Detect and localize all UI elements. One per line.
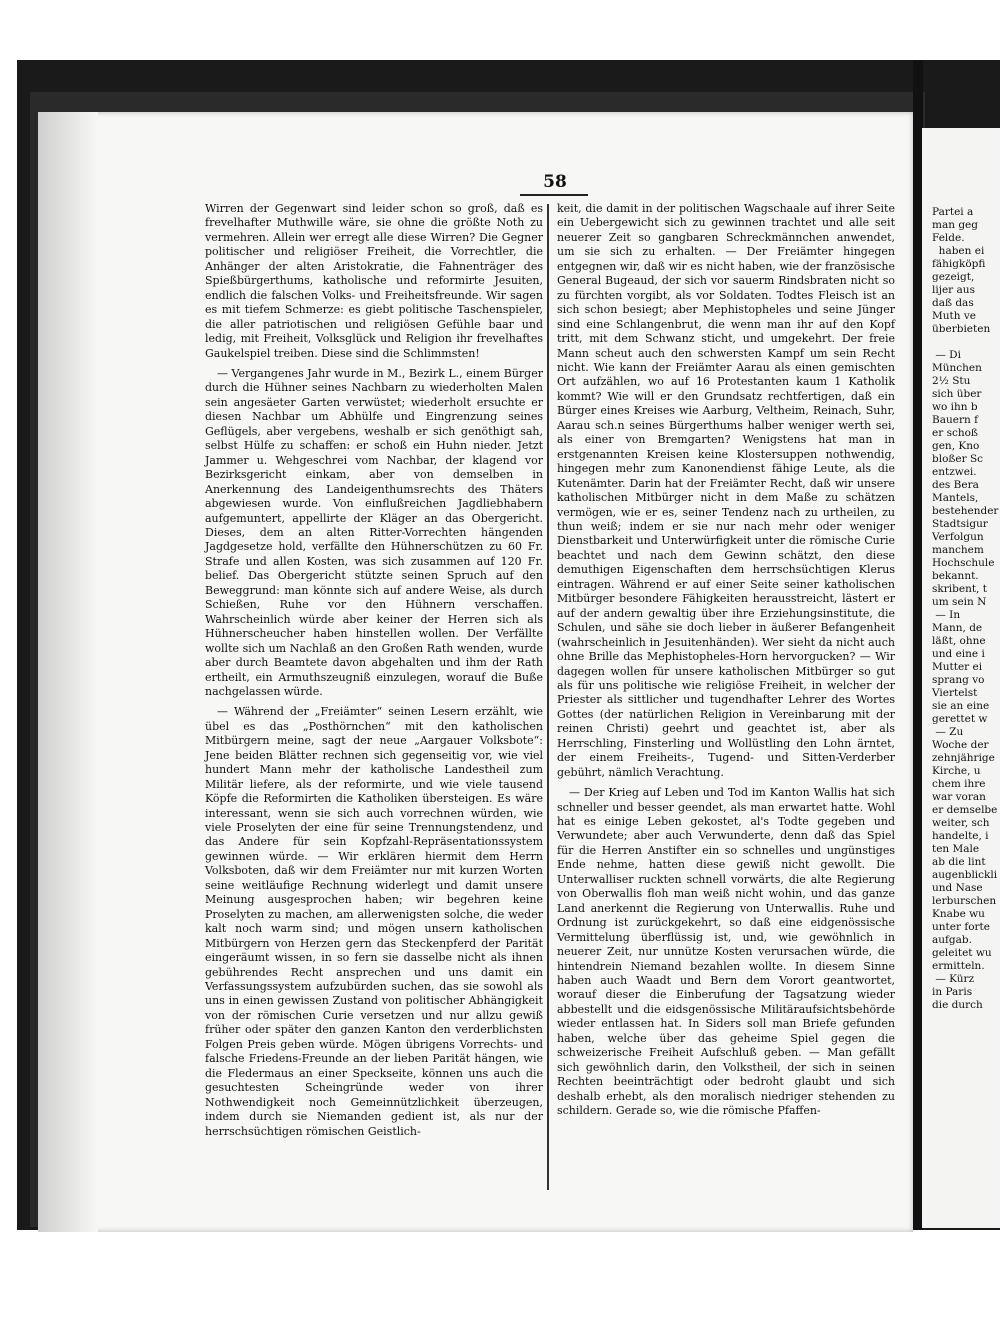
paragraph: Wirren der Gegenwart sind leider schon so groß, daß es frevelhafter Muthwille wäre, sie ohne die größte Noth zu vermehren. Allein wer erregt alle diese Wirren? Die Gegner politischer und religiöser Freiheit, die Vorrechtler, die Anhänger der alten Aristokratie, die Fahnenträger des Spießbürgerthums, katholische und reformirte Jesuiten, endlich die falschen Volks- und Freiheitsfreunde. Wir sagen es mit tiefem Schmerze: es giebt politische Taschenspieler, die aller patriotischen und religiösen Gefühle baar und ledig, mit Freiheit, Volksglück und Religion ihr frevelhaftes Gaukelspiel treiben. Diese sind die Schlimmsten! <box>205 202 543 360</box>
text-column-right <box>557 202 895 1202</box>
paragraph: — Während der „Freiämter“ seinen Lesern erzählt, wie übel es das „Posthörnchen“ mit den katholischen Mitbürgern meine, sagt der neue „Aargauer Volksbote“: Jene beiden Blätter rechnen sich gegenseitig vor, wie viel hundert Mann mehr der katholische Landestheil zum Militär liefere, als der reformirte, und wie viele tausend Köpfe die Reformirten die Katholiken übersteigen. Es wäre interessant, wenn sie sich auch vorrechnen würden, wie viele Proselyten der eine für seine Trennungstendenz, und das Andere für sein Kopfzahl-Repräsentationssystem gewinnen würde. — Wir erklären hiermit dem Herrn Volksboten, daß wir dem Freiämter nur mit kurzen Worten seine weitläufige Rechnung widerlegt und damit unsere Meinung ausgesprochen haben; wir begehren keine Proselyten zu machen, am allerwenigsten solche, die weder kalt noch warm sind; und mögen unsern katholischen Mitbürgern von Herzen gern das Steckenpferd der Parität eingeräumt wissen, in so fern sie dasselbe nicht als ihnen gebührendes Recht ansprechen und uns damit ein Verfassungssystem aufzubürden suchen, das sie sowohl als uns in einen gewissen Zustand von politischer Abhängigkeit von der römischen Curie versetzen und nur allzu gewiß früher oder später den ganzen Kanton den verderblichsten Folgen Preis geben würde. Mögen übrigens Vorrechts- und falsche Friedens-Freunde an der lieben Parität hängen, wie die Fledermaus an einer Speckseite, können uns auch die gesuchtesten Scheingründe weder von ihrer Nothwendigkeit noch Gemeinnützlichkeit überzeugen, indem durch sie Niemanden gedient ist, als nur der herrschsüchtigen römischen Geistlich- <box>205 705 543 1138</box>
text-column-left <box>205 202 543 1202</box>
paragraph: — Der Krieg auf Leben und Tod im Kanton Wallis hat sich schneller und besser geendet, als man erwartet hatte. Wohl hat es einige Leben gekostet, al's Todte gegeben und Verwundete; aber auch Verwunderte, denn daß das Spiel für die Herren Anstifter ein so schnelles und ungünstiges Ende nehme, hatten diese gewiß nicht gewollt. Die Unterwalliser ruckten schnell vorwärts, die alte Regierung von Oberwallis floh man weiß nicht wohin, und das ganze Land anerkennt die Regierung von Unterwallis. Ruhe und Ordnung ist zurückgekehrt, so daß eine eidgenössische Vermittelung überflüssig ist, und, wie gewöhnlich in neuerer Zeit, nur unnütze Kosten verursachen würde, die hintendrein Niemand bezahlen wollte. In diesem Sinne haben auch Waadt und Bern dem Vorort geantwortet, worauf dieser die Einberufung der Tagsatzung wieder abbestellt und die eidsgenössische Militäraufsichtsbehörde wieder entlassen hat. In Siders soll man Briefe gefunden haben, welche über das geheime Spiel gegen die schweizerische Freiheit Aufschluß geben. — Man gefällt sich gewöhnlich darin, den Volkstheil, der sich in seinen Rechten beeinträchtigt oder bedroht glaubt und sich deshalb erhebt, als den moralisch niedriger stehenden zu schildern. Gerade so, wie die römische Pfaffen- <box>557 786 895 1118</box>
adjacent-page-text: Partei a man geg Felde. haben ei fähigköpfi gezeigt, lijer aus daß das Muth ve überbieten — Di München 2½ Stu sich über wo ihn b Bauern f er schoß gen, Kno bloßer Sc entzwei. des Bera Mantels, bestehender Stadtsigur Verfolgun manchem Hochschule bekannt. skribent, t um sein N — In Mann, de läßt, ohne und eine i Mutter ei sprang vo Viertelst sie an eine gerettet w — Zu Woche der zehnjährige Kirche, u chem ihre war voran er demselbe weiter, sch handelte, i ten Male ab die lint augenblickli und Nase lerburschen Knabe wu unter forte aufgab. geleitet wu ermitteln. — Kürz in Paris die durch <box>932 206 999 1011</box>
paragraph: — Vergangenes Jahr wurde in M., Bezirk L., einem Bürger durch die Hühner seines Nachbarn zu wiederholten Malen sein angesäeter Garten verwüstet; wiederholt ersuchte er diesen Nachbar um Abhülfe und Eingrenzung seines Geflügels, aber vergebens, weshalb er sich genöthigt sah, selbst Hülfe zu schaffen: er schoß ein Huhn nieder. Jetzt Jammer u. Wehgeschrei vom Nachbar, der klagend vor Bezirksgericht einkam, aber von demselben in Anerkennung des Landeigenthumsrechts des Thäters abgewiesen wurde. Von einflußreichen Jagdliebhabern aufgemuntert, appellirte der Kläger an das Obergericht. Dieses, dem an alten Ritter-Vorrechten hängenden Jagdgesetze hold, verfällte den Hühnerschützen zu 60 Fr. Strafe und allen Kosten, was sich zusammen auf 120 Fr. belief. Das Obergericht stützte seinen Spruch auf den Beweggrund: man könnte sich auf andere Weise, als durch Schießen, Ruhe vor den Hühnern verschaffen. Wahrscheinlich würde aber keiner der Herren sich als Hühnerscheucher haben hinstellen wollen. Der Verfällte wollte sich um Nachlaß an den Großen Rath wenden, wurde aber durch Beamtete davon abgehalten und ihm der Rath ertheilt, ein Armuthszeugniß einzulegen, worauf die Buße nachgelassen würde. <box>205 366 543 698</box>
page-number: 58 <box>543 172 567 192</box>
adjacent-page <box>922 128 1000 1228</box>
column-divider <box>547 204 549 1190</box>
paragraph: keit, die damit in der politischen Wagschaale auf ihrer Seite ein Uebergewicht sich zu gewinnen trachtet und alle seit neuerer Zeit so gangbaren Schreckmännchen anwendet, um sie sich zu erhalten. — Der Freiämter hingegen entgegnen wir, daß wir es nicht haben, wie der französische General Bugeaud, der sich vor sauerm Rindsbraten nicht so zu fürchten vorgibt, als vor Soldaten. Todtes Fleisch ist an sich schon besiegt; aber Mephistopheles und seine Jünger sind eine Schlangenbrut, die wenn man ihr auf den Kopf tritt, mit dem Schwanz sticht, und umgekehrt. Der freie Mann scheut auch den schwersten Kampf um sein Recht nicht. Wie kann der Freiämter Aarau als einen gemischten Ort aufzählen, wo auf 16 Protestanten kaum 1 Katholik kommt? Wie will er den Grundsatz rechtfertigen, daß ein Bürger eines Kreises wie Aarburg, Veltheim, Reinach, Suhr, Aarau sch.n seines Bürgerthums halber weniger werth sei, als einer von Bremgarten? Wenigstens hat man in erstgenannten Kreisen keine Klostersuppen nothwendig, hingegen mehr zum Kanonendienst fähige Leute, als die Kutenämter. Darin hat der Freiämter Recht, daß wir unsere katholischen Mitbürger nicht in dem Maße zu schätzen vermögen, wie er es, seiner Tendenz nach zu urtheilen, zu thun weiß; indem er sie nur nach mehr oder weniger Dienstbarkeit und Unterwürfigkeit unter die römische Curie beachtet und nach dem Gewinn schätzt, den diese demuthigen Eigenschaften dem herrschsüchtigen Klerus eintragen. Während er auf einer Seite seiner katholischen Mitbürger besondere Fähigkeiten herausstreicht, lästert er auf der andern gewaltig über ihre Erziehungsinstitute, die Schulen, und sähe sie doch lieber in äußerer Befangenheit (wahrscheinlich in Jesuitenhänden). Wer sieht da nicht auch ohne Brille das Mephistopheles-Horn hervorgucken? — Wir dagegen wollen für unsere katholischen Mitbürger so gut als für uns politische wie religiöse Freiheit, in welcher der Priester als sittlicher und tugendhafter Lehrer des Wortes Gottes (der natürlichen Religion in Vereinbarung mit der reinen Christi) geehrt und geachtet ist, aber als Herrschling, Finsterling und Wollüstling den Lohn ärntet, der einem Freiheits-, Tugend- und Sitten-Verderber gebührt, nämlich Verachtung. <box>557 202 895 779</box>
page-gutter <box>38 112 98 1232</box>
page-number-rule <box>520 194 588 196</box>
